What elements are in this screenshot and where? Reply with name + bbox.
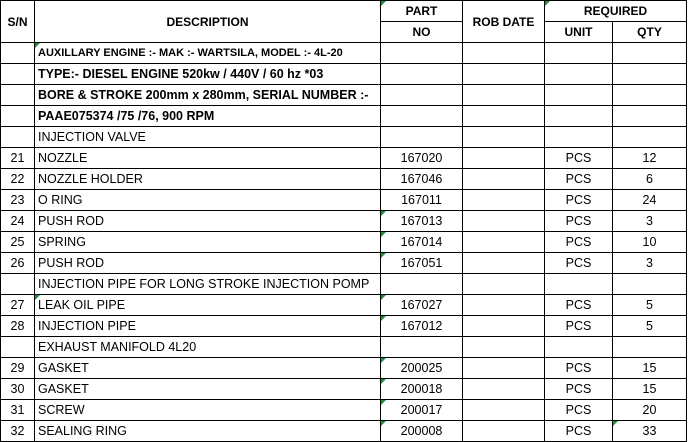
header-unit[interactable]: UNIT bbox=[545, 22, 613, 43]
cell-description[interactable]: NOZZLE HOLDER bbox=[35, 169, 381, 190]
cell-description[interactable]: INJECTION PIPE FOR LONG STROKE INJECTION POMP bbox=[35, 274, 381, 295]
cell-rob-date[interactable] bbox=[463, 211, 545, 232]
cell-rob-date[interactable] bbox=[463, 337, 545, 358]
header-rob-date[interactable]: ROB DATE bbox=[463, 1, 545, 43]
cell-unit[interactable]: PCS bbox=[545, 316, 613, 337]
cell-part-no[interactable]: 167014 bbox=[381, 232, 463, 253]
cell-unit[interactable]: PCS bbox=[545, 400, 613, 421]
cell-unit[interactable] bbox=[545, 127, 613, 148]
cell-unit[interactable] bbox=[545, 106, 613, 127]
table-row bbox=[1, 43, 687, 64]
table-row bbox=[1, 127, 687, 148]
cell-part-no[interactable] bbox=[381, 85, 463, 106]
cell-part-no[interactable]: 167011 bbox=[381, 190, 463, 211]
cell-qty[interactable] bbox=[613, 106, 687, 127]
cell-part-no[interactable]: 167027 bbox=[381, 295, 463, 316]
cell-rob-date[interactable] bbox=[463, 127, 545, 148]
cell-unit[interactable] bbox=[545, 337, 613, 358]
cell-rob-date[interactable] bbox=[463, 43, 545, 64]
table-row bbox=[1, 253, 687, 274]
cell-rob-date[interactable] bbox=[463, 358, 545, 379]
cell-sn[interactable]: 28 bbox=[1, 316, 35, 337]
cell-part-no[interactable]: 167051 bbox=[381, 253, 463, 274]
cell-rob-date[interactable] bbox=[463, 64, 545, 85]
cell-sn[interactable]: 22 bbox=[1, 169, 35, 190]
cell-sn[interactable]: 32 bbox=[1, 421, 35, 442]
cell-sn[interactable]: 24 bbox=[1, 211, 35, 232]
cell-qty[interactable]: 10 bbox=[613, 232, 687, 253]
cell-description[interactable]: SCREW bbox=[35, 400, 381, 421]
table-row bbox=[1, 274, 687, 295]
cell-description[interactable]: INJECTION VALVE bbox=[35, 127, 381, 148]
cell-unit[interactable]: PCS bbox=[545, 421, 613, 442]
cell-rob-date[interactable] bbox=[463, 295, 545, 316]
cell-unit[interactable] bbox=[545, 64, 613, 85]
table-row bbox=[1, 421, 687, 442]
cell-sn[interactable]: 23 bbox=[1, 190, 35, 211]
cell-sn[interactable] bbox=[1, 106, 35, 127]
cell-rob-date[interactable] bbox=[463, 169, 545, 190]
cell-unit[interactable]: PCS bbox=[545, 211, 613, 232]
cell-sn[interactable] bbox=[1, 85, 35, 106]
cell-part-no[interactable] bbox=[381, 43, 463, 64]
header-description[interactable]: DESCRIPTION bbox=[35, 1, 381, 43]
cell-part-no[interactable]: 167012 bbox=[381, 316, 463, 337]
table-row bbox=[1, 379, 687, 400]
cell-description[interactable]: GASKET bbox=[35, 379, 381, 400]
cell-unit[interactable]: PCS bbox=[545, 190, 613, 211]
cell-part-no[interactable]: 200017 bbox=[381, 400, 463, 421]
cell-description[interactable]: SPRING bbox=[35, 232, 381, 253]
cell-description[interactable]: SEALING RING bbox=[35, 421, 381, 442]
cell-rob-date[interactable] bbox=[463, 379, 545, 400]
cell-description[interactable]: NOZZLE bbox=[35, 148, 381, 169]
cell-unit[interactable]: PCS bbox=[545, 253, 613, 274]
cell-qty[interactable] bbox=[613, 85, 687, 106]
cell-qty[interactable]: 15 bbox=[613, 379, 687, 400]
cell-part-no[interactable] bbox=[381, 64, 463, 85]
cell-sn[interactable]: 26 bbox=[1, 253, 35, 274]
cell-unit[interactable]: PCS bbox=[545, 232, 613, 253]
cell-rob-date[interactable] bbox=[463, 106, 545, 127]
header-qty[interactable]: QTY bbox=[613, 22, 687, 43]
cell-unit[interactable]: PCS bbox=[545, 379, 613, 400]
table-row bbox=[1, 190, 687, 211]
cell-description[interactable]: TYPE:- DIESEL ENGINE 520kw / 440V / 60 hz *03 bbox=[35, 64, 381, 85]
table-row bbox=[1, 148, 687, 169]
cell-qty[interactable]: 33 bbox=[613, 421, 687, 442]
cell-qty[interactable]: 12 bbox=[613, 148, 687, 169]
cell-qty[interactable]: 6 bbox=[613, 169, 687, 190]
header-required[interactable]: REQUIRED bbox=[545, 1, 687, 22]
table-row bbox=[1, 337, 687, 358]
cell-description[interactable]: PAAE075374 /75 /76, 900 RPM bbox=[35, 106, 381, 127]
cell-description[interactable]: INJECTION PIPE bbox=[35, 316, 381, 337]
cell-description[interactable]: LEAK OIL PIPE bbox=[35, 295, 381, 316]
cell-rob-date[interactable] bbox=[463, 85, 545, 106]
cell-sn[interactable] bbox=[1, 127, 35, 148]
cell-unit[interactable] bbox=[545, 274, 613, 295]
header-sn[interactable]: S/N bbox=[1, 1, 35, 43]
cell-sn[interactable]: 27 bbox=[1, 295, 35, 316]
cell-part-no[interactable]: 200008 bbox=[381, 421, 463, 442]
cell-description[interactable]: O RING bbox=[35, 190, 381, 211]
cell-unit[interactable]: PCS bbox=[545, 358, 613, 379]
cell-sn[interactable] bbox=[1, 337, 35, 358]
cell-qty[interactable]: 3 bbox=[613, 253, 687, 274]
cell-description[interactable]: GASKET bbox=[35, 358, 381, 379]
cell-qty[interactable]: 24 bbox=[613, 190, 687, 211]
cell-rob-date[interactable] bbox=[463, 316, 545, 337]
cell-sn[interactable]: 25 bbox=[1, 232, 35, 253]
header-part[interactable]: PART bbox=[381, 1, 463, 22]
cell-rob-date[interactable] bbox=[463, 148, 545, 169]
table-row bbox=[1, 169, 687, 190]
cell-unit[interactable]: PCS bbox=[545, 148, 613, 169]
cell-qty[interactable]: 5 bbox=[613, 295, 687, 316]
cell-rob-date[interactable] bbox=[463, 400, 545, 421]
cell-rob-date[interactable] bbox=[463, 190, 545, 211]
cell-rob-date[interactable] bbox=[463, 274, 545, 295]
table-row bbox=[1, 400, 687, 421]
cell-qty[interactable]: 20 bbox=[613, 400, 687, 421]
cell-description[interactable]: EXHAUST MANIFOLD 4L20 bbox=[35, 337, 381, 358]
cell-part-no[interactable]: 167020 bbox=[381, 148, 463, 169]
cell-description[interactable]: PUSH ROD bbox=[35, 211, 381, 232]
cell-sn[interactable]: 21 bbox=[1, 148, 35, 169]
cell-part-no[interactable] bbox=[381, 127, 463, 148]
cell-part-no[interactable] bbox=[381, 274, 463, 295]
cell-rob-date[interactable] bbox=[463, 253, 545, 274]
cell-description[interactable]: PUSH ROD bbox=[35, 253, 381, 274]
cell-part-no[interactable] bbox=[381, 106, 463, 127]
table-row bbox=[1, 85, 687, 106]
cell-unit[interactable]: PCS bbox=[545, 169, 613, 190]
cell-qty[interactable]: 3 bbox=[613, 211, 687, 232]
cell-sn[interactable]: 30 bbox=[1, 379, 35, 400]
cell-sn[interactable] bbox=[1, 274, 35, 295]
cell-qty[interactable] bbox=[613, 127, 687, 148]
cell-part-no[interactable] bbox=[381, 337, 463, 358]
cell-sn[interactable] bbox=[1, 43, 35, 64]
cell-unit[interactable] bbox=[545, 85, 613, 106]
table-row bbox=[1, 211, 687, 232]
cell-sn[interactable]: 31 bbox=[1, 400, 35, 421]
cell-rob-date[interactable] bbox=[463, 421, 545, 442]
header-part-no[interactable]: NO bbox=[381, 22, 463, 43]
cell-part-no[interactable]: 167013 bbox=[381, 211, 463, 232]
table-row bbox=[1, 106, 687, 127]
cell-sn[interactable] bbox=[1, 64, 35, 85]
cell-qty[interactable]: 15 bbox=[613, 358, 687, 379]
table-body bbox=[1, 43, 687, 442]
table-row bbox=[1, 316, 687, 337]
cell-qty[interactable] bbox=[613, 274, 687, 295]
cell-unit[interactable] bbox=[545, 43, 613, 64]
cell-part-no[interactable]: 200025 bbox=[381, 358, 463, 379]
cell-qty[interactable] bbox=[613, 64, 687, 85]
table-row bbox=[1, 232, 687, 253]
table-row bbox=[1, 358, 687, 379]
table-row bbox=[1, 64, 687, 85]
cell-description[interactable]: AUXILLARY ENGINE :- MAK :- WARTSILA, MODEL :- 4L-20 bbox=[35, 43, 381, 64]
table-row bbox=[1, 295, 687, 316]
cell-qty[interactable]: 5 bbox=[613, 316, 687, 337]
cell-unit[interactable]: PCS bbox=[545, 295, 613, 316]
cell-rob-date[interactable] bbox=[463, 232, 545, 253]
cell-sn[interactable]: 29 bbox=[1, 358, 35, 379]
cell-qty[interactable] bbox=[613, 43, 687, 64]
cell-part-no[interactable]: 200018 bbox=[381, 379, 463, 400]
cell-qty[interactable] bbox=[613, 337, 687, 358]
cell-part-no[interactable]: 167046 bbox=[381, 169, 463, 190]
cell-description[interactable]: BORE & STROKE 200mm x 280mm, SERIAL NUMBER :- bbox=[35, 85, 381, 106]
